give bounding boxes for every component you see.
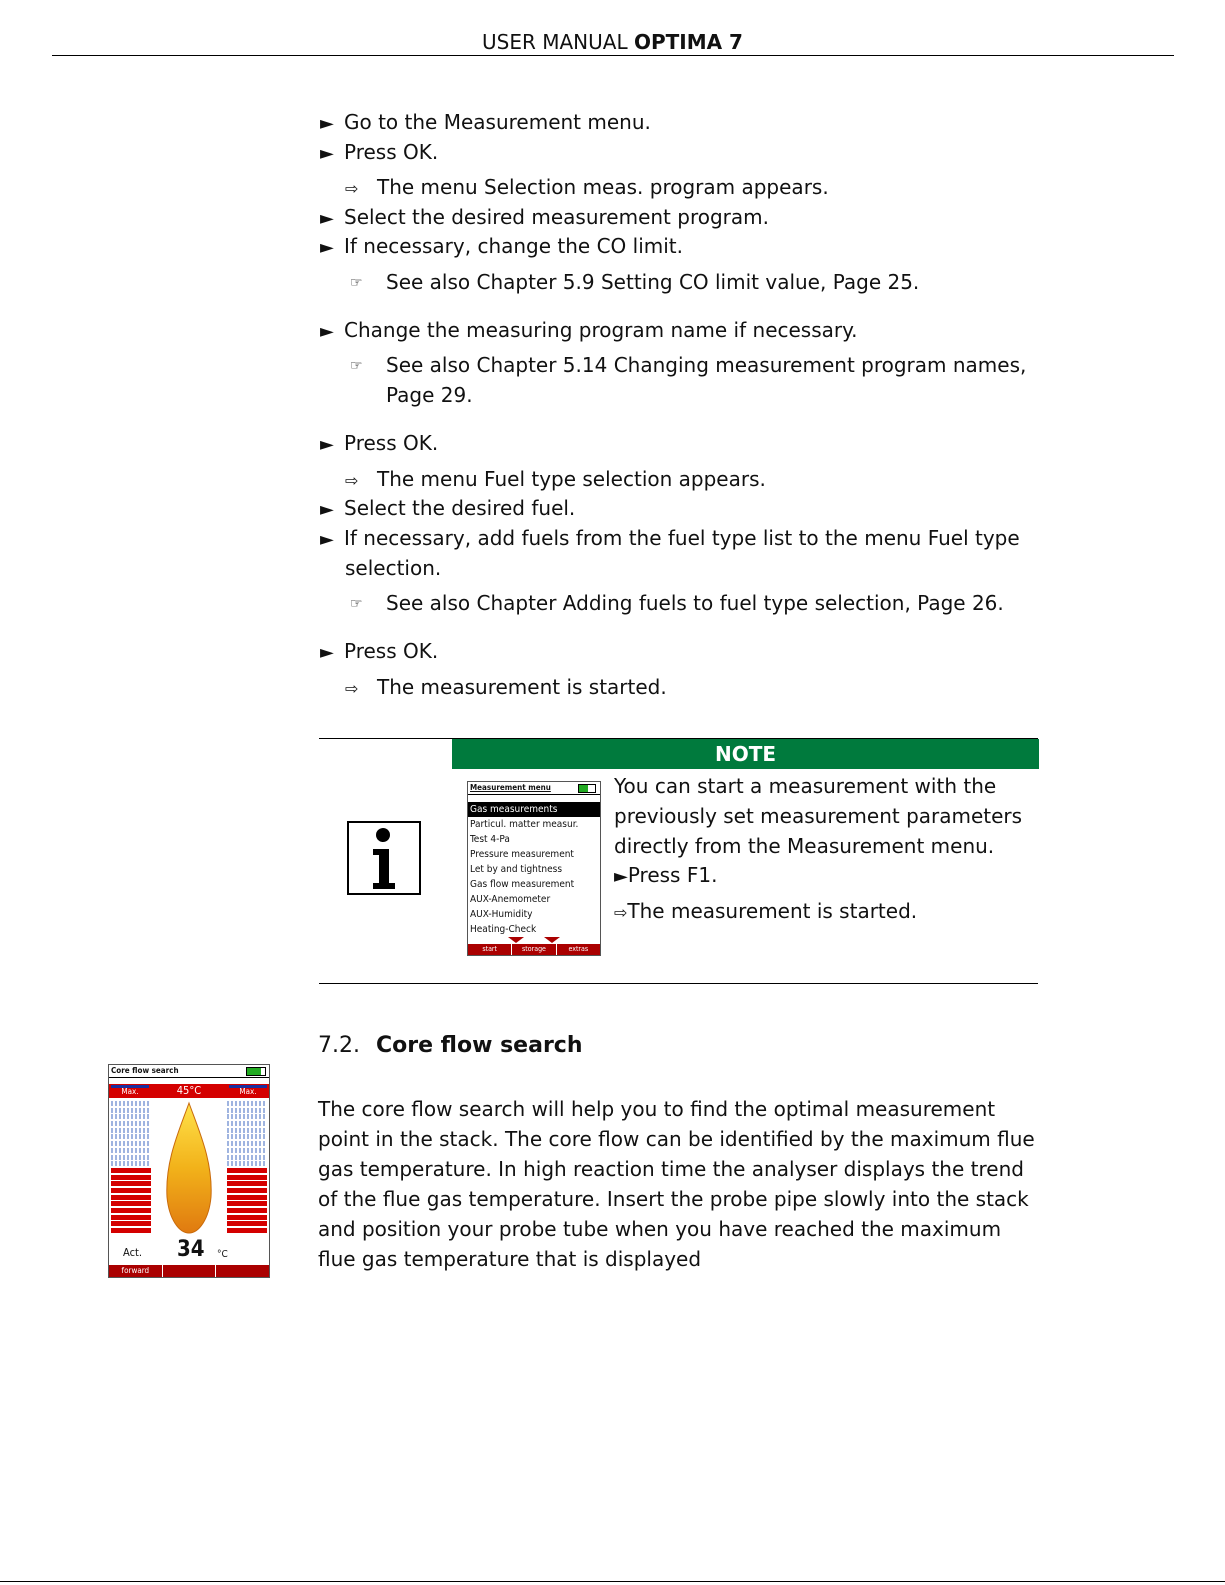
bar-segment bbox=[227, 1168, 267, 1173]
step-item: ► Select the desired fuel. bbox=[320, 493, 575, 525]
bar-segment bbox=[227, 1208, 267, 1213]
reference-item: ☞ See also Chapter Adding fuels to fuel type selection, Page 26. bbox=[350, 588, 1004, 619]
step-item: ► If necessary, change the CO limit. bbox=[320, 231, 683, 263]
menu-item[interactable]: Test 4-Pa bbox=[470, 834, 510, 845]
bar-segment bbox=[111, 1101, 151, 1106]
pointing-hand-icon: ☞ bbox=[350, 358, 363, 374]
step-arrow-icon: ► bbox=[320, 642, 334, 663]
softkey-storage[interactable]: storage bbox=[512, 944, 556, 955]
bar-segment bbox=[111, 1108, 151, 1113]
temperature-bar-right bbox=[227, 1101, 267, 1235]
bar-segment bbox=[227, 1161, 267, 1166]
result-arrow-icon: ⇨ bbox=[614, 903, 628, 922]
step-arrow-icon: ► bbox=[320, 143, 334, 164]
bar-segment bbox=[111, 1201, 151, 1206]
bar-segment bbox=[227, 1155, 267, 1160]
softkey-empty[interactable] bbox=[216, 1265, 269, 1277]
temperature-bar-left bbox=[111, 1101, 151, 1235]
menu-item[interactable]: Gas flow measurement bbox=[470, 879, 575, 890]
step-item: ► Press OK. bbox=[320, 137, 438, 169]
bar-segment bbox=[111, 1155, 151, 1160]
menu-item[interactable]: Particul. matter measur. bbox=[470, 819, 579, 830]
note-line: previously set measurement parameters bbox=[614, 804, 1023, 828]
step-item: ► Change the measuring program name if necessary. bbox=[320, 315, 857, 347]
reference-item: ☞ See also Chapter 5.9 Setting CO limit value, Page 25. bbox=[350, 267, 919, 298]
battery-icon bbox=[246, 1067, 266, 1076]
bar-segment bbox=[227, 1181, 267, 1186]
max-left-label: Max. bbox=[111, 1085, 149, 1097]
footer-rule bbox=[0, 1581, 1225, 1582]
core-flow-screen bbox=[108, 1064, 270, 1278]
step-item: ► Press OK. bbox=[320, 636, 438, 668]
bar-segment bbox=[111, 1168, 151, 1173]
step-arrow-icon: ► bbox=[320, 321, 334, 342]
bar-segment bbox=[227, 1141, 267, 1146]
step-arrow-icon: ► bbox=[320, 237, 334, 258]
step-item: ► Press OK. bbox=[320, 428, 438, 460]
step-arrow-icon: ► bbox=[614, 866, 628, 887]
bar-segment bbox=[227, 1121, 267, 1126]
menu-item[interactable]: Heating-Check bbox=[470, 924, 537, 935]
bar-segment bbox=[227, 1201, 267, 1206]
bar-segment bbox=[111, 1181, 151, 1186]
note-result: ⇨The measurement is started. bbox=[614, 899, 918, 923]
act-unit: °C bbox=[217, 1249, 228, 1260]
bar-segment bbox=[227, 1128, 267, 1133]
section-paragraph: The core flow search will help you to find the optimal measurement point in the stack. The core flow can be identified by the maximum flue gas temperature. In high reaction time the analyser displays the trend of the flue gas temperature. Insert the probe pipe slowly into the stack and position your probe tube when you have reached the maximum flue gas temperature that is displayed bbox=[318, 1097, 1035, 1271]
result-arrow-icon: ⇨ bbox=[345, 179, 359, 198]
scroll-down-icon bbox=[544, 937, 560, 943]
softkey-forward[interactable]: forward bbox=[109, 1265, 163, 1277]
scroll-down-icon bbox=[508, 937, 524, 943]
info-icon bbox=[347, 821, 421, 895]
section-title: Core flow search bbox=[375, 1033, 583, 1058]
bar-segment bbox=[111, 1195, 151, 1200]
menu-item[interactable]: Pressure measurement bbox=[470, 849, 574, 860]
result-arrow-icon: ⇨ bbox=[345, 679, 359, 698]
bar-segment bbox=[111, 1141, 151, 1146]
bar-segment bbox=[111, 1215, 151, 1220]
bar-segment bbox=[111, 1228, 151, 1233]
bar-segment bbox=[111, 1128, 151, 1133]
bar-segment bbox=[227, 1148, 267, 1153]
softkey-extras[interactable]: extras bbox=[568, 945, 589, 953]
bar-segment bbox=[111, 1148, 151, 1153]
softkey-start[interactable]: start bbox=[468, 944, 512, 955]
note-action: ►Press F1. bbox=[614, 863, 718, 887]
screen-title: Measurement menu bbox=[470, 783, 551, 792]
step-item: ► If necessary, add fuels from the fuel type list to the menu Fuel type bbox=[320, 523, 1020, 555]
header-title-bold: OPTIMA 7 bbox=[633, 30, 743, 54]
page-header bbox=[0, 30, 1225, 54]
step-arrow-icon: ► bbox=[320, 529, 334, 550]
bar-segment bbox=[227, 1188, 267, 1193]
bar-segment bbox=[111, 1188, 151, 1193]
result-item: ⇨ The menu Fuel type selection appears. bbox=[345, 464, 766, 496]
result-arrow-icon: ⇨ bbox=[345, 471, 359, 490]
bar-segment bbox=[227, 1175, 267, 1180]
flame-icon bbox=[153, 1101, 225, 1235]
bar-segment bbox=[227, 1101, 267, 1106]
note-line: directly from the Measurement menu. bbox=[614, 834, 995, 858]
header-title-normal: USER MANUAL bbox=[482, 30, 634, 54]
max-temperature: 45°C bbox=[176, 1084, 202, 1097]
screen-title: Core flow search bbox=[111, 1066, 179, 1075]
note-line: You can start a measurement with the bbox=[614, 774, 997, 798]
menu-item[interactable]: Gas measurements bbox=[468, 802, 600, 817]
menu-item[interactable]: AUX-Anemometer bbox=[470, 894, 551, 905]
pointing-hand-icon: ☞ bbox=[350, 596, 363, 612]
menu-item[interactable]: AUX-Humidity bbox=[470, 909, 533, 920]
reference-item: ☞ See also Chapter 5.14 Changing measurement program names, Page 29. bbox=[350, 353, 1027, 407]
bar-segment bbox=[111, 1134, 151, 1139]
bar-segment bbox=[111, 1175, 151, 1180]
bar-segment bbox=[111, 1114, 151, 1119]
max-right-label: Max. bbox=[229, 1085, 267, 1097]
step-item: ► Go to the Measurement menu. bbox=[320, 107, 651, 139]
step-item: ► Select the desired measurement program. bbox=[320, 202, 769, 234]
bar-segment bbox=[111, 1121, 151, 1126]
bar-segment bbox=[111, 1208, 151, 1213]
note-bottom-rule bbox=[319, 983, 1038, 984]
step-arrow-icon: ► bbox=[320, 434, 334, 455]
section-heading bbox=[318, 1033, 583, 1058]
bar-segment bbox=[227, 1108, 267, 1113]
result-item: ⇨ The menu Selection meas. program appears. bbox=[345, 172, 829, 204]
measurement-menu-screen bbox=[467, 781, 601, 956]
step-item-continuation: selection. bbox=[345, 556, 442, 580]
act-temperature: 34 bbox=[177, 1237, 205, 1262]
pointing-hand-icon: ☞ bbox=[350, 275, 363, 291]
bar-segment bbox=[111, 1221, 151, 1226]
act-label: Act. bbox=[123, 1246, 143, 1259]
bar-segment bbox=[111, 1161, 151, 1166]
step-arrow-icon: ► bbox=[320, 499, 334, 520]
bar-segment bbox=[227, 1228, 267, 1233]
softkey-empty[interactable] bbox=[163, 1265, 217, 1277]
bar-segment bbox=[227, 1221, 267, 1226]
menu-item[interactable]: Let by and tightness bbox=[470, 864, 563, 875]
step-arrow-icon: ► bbox=[320, 113, 334, 134]
note-title: NOTE bbox=[452, 739, 1039, 769]
step-arrow-icon: ► bbox=[320, 208, 334, 229]
bar-segment bbox=[227, 1215, 267, 1220]
bar-segment bbox=[227, 1114, 267, 1119]
section-number: 7.2. bbox=[318, 1033, 360, 1058]
bar-segment bbox=[227, 1195, 267, 1200]
header-rule bbox=[52, 55, 1174, 56]
result-item: ⇨ The measurement is started. bbox=[345, 672, 667, 704]
battery-icon bbox=[578, 784, 596, 793]
bar-segment bbox=[227, 1134, 267, 1139]
